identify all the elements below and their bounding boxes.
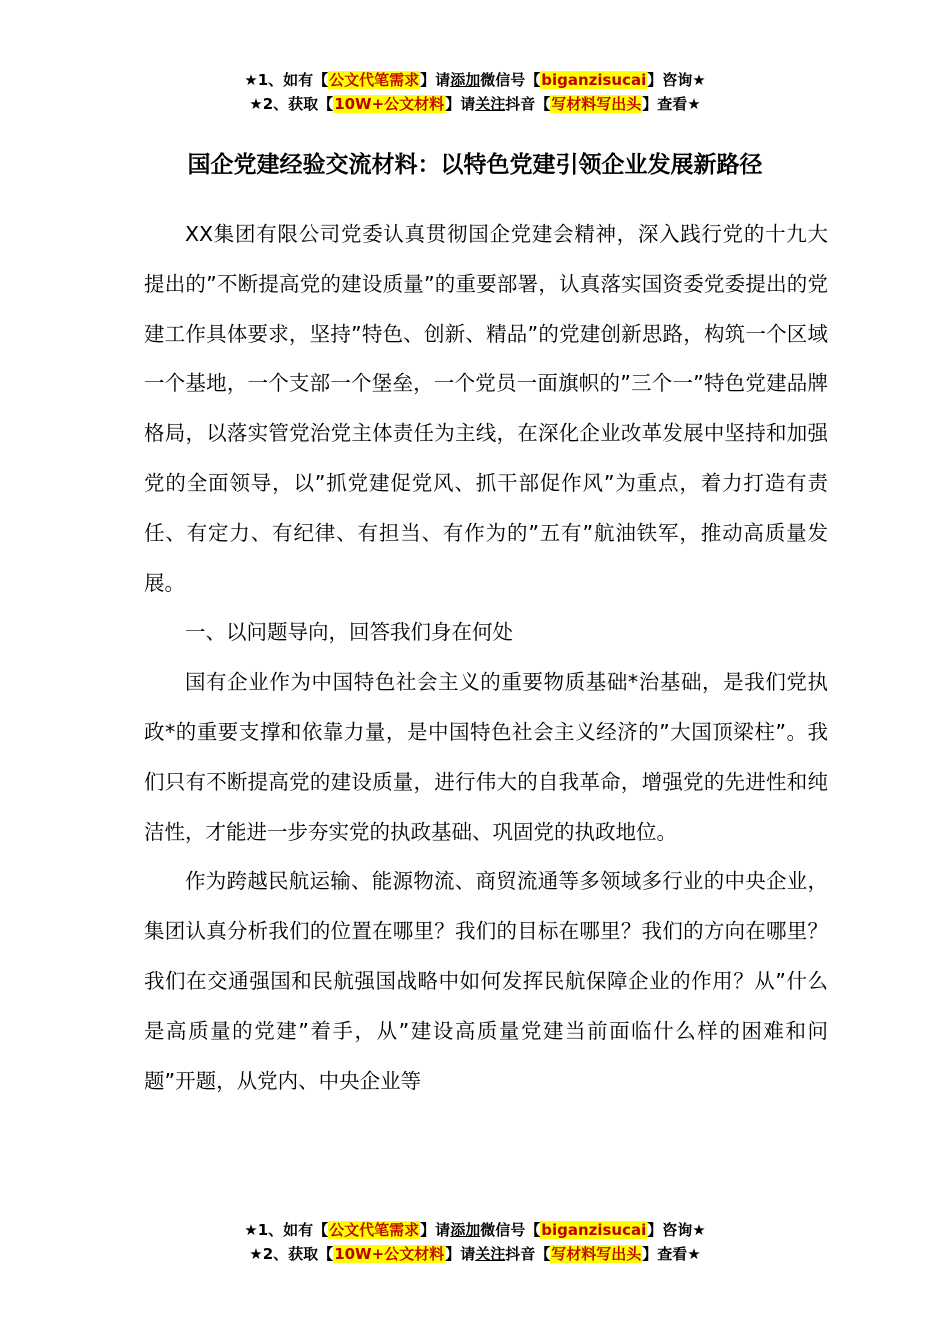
document-body xyxy=(144,210,828,1106)
document-title: 国企党建经验交流材料：以特色党建引领企业发展新路径 xyxy=(187,152,763,178)
paragraph: 国有企业作为中国特色社会主义的重要物质基础*治基础，是我们党执政*的重要支撑和依靠力量，是中国特色社会主义经济的”大国顶梁柱”。我们只有不断提高党的建设质量，进行伟大的自我革命，增强党的先进性和纯洁性，才能进一步夯实党的执政基础、巩固党的执政地位。 xyxy=(144,670,828,844)
promo-line-1: ★1、如有【公文代笔需求】请添加微信号【biganzisucai】咨询★ xyxy=(244,1221,706,1239)
footer-promo-banner xyxy=(0,1218,950,1266)
promo-line-2: ★2、获取【10W+公文材料】请关注抖音【写材料写出头】查看★ xyxy=(249,95,701,113)
promo-highlight: 10W+公文材料 xyxy=(334,95,445,113)
section-heading: 一、以问题导向，回答我们身在何处 xyxy=(185,620,513,645)
promo-highlight: 公文代笔需求 xyxy=(329,71,420,89)
promo-highlight: 写材料写出头 xyxy=(551,95,642,113)
promo-highlight: 公文代笔需求 xyxy=(329,1221,420,1239)
paragraph: 作为跨越民航运输、能源物流、商贸流通等多领域多行业的中央企业，集团认真分析我们的位置在哪里？我们的目标在哪里？我们的方向在哪里？我们在交通强国和民航强国战略中如何发挥民航保障企业的作用？从”什么是高质量的党建”着手，从”建设高质量党建当前面临什么样的困难和问题”开题，从党内、中央企业等 xyxy=(144,869,828,1093)
promo-line-1: ★1、如有【公文代笔需求】请添加微信号【biganzisucai】咨询★ xyxy=(244,71,706,89)
promo-highlight: biganzisucai xyxy=(541,1221,647,1239)
promo-line-2: ★2、获取【10W+公文材料】请关注抖音【写材料写出头】查看★ xyxy=(249,1245,701,1263)
promo-highlight: biganzisucai xyxy=(541,71,647,89)
promo-highlight: 写材料写出头 xyxy=(551,1245,642,1263)
promo-highlight: 10W+公文材料 xyxy=(334,1245,445,1263)
paragraph: XX集团有限公司党委认真贯彻国企党建会精神，深入践行党的十九大提出的”不断提高党的建设质量”的重要部署，认真落实国资委党委提出的党建工作具体要求，坚持”特色、创新、精品”的党建创新思路，构筑一个区域一个基地，一个支部一个堡垒，一个党员一面旗帜的”三个一”特色党建品牌格局，以落实管党治党主体责任为主线，在深化企业改革发展中坚持和加强党的全面领导，以”抓党建促党风、抓干部促作风”为重点，着力打造有责任、有定力、有纪律、有担当、有作为的”五有”航油铁军，推动高质量发展。 xyxy=(144,222,828,595)
header-promo-banner xyxy=(0,68,950,116)
